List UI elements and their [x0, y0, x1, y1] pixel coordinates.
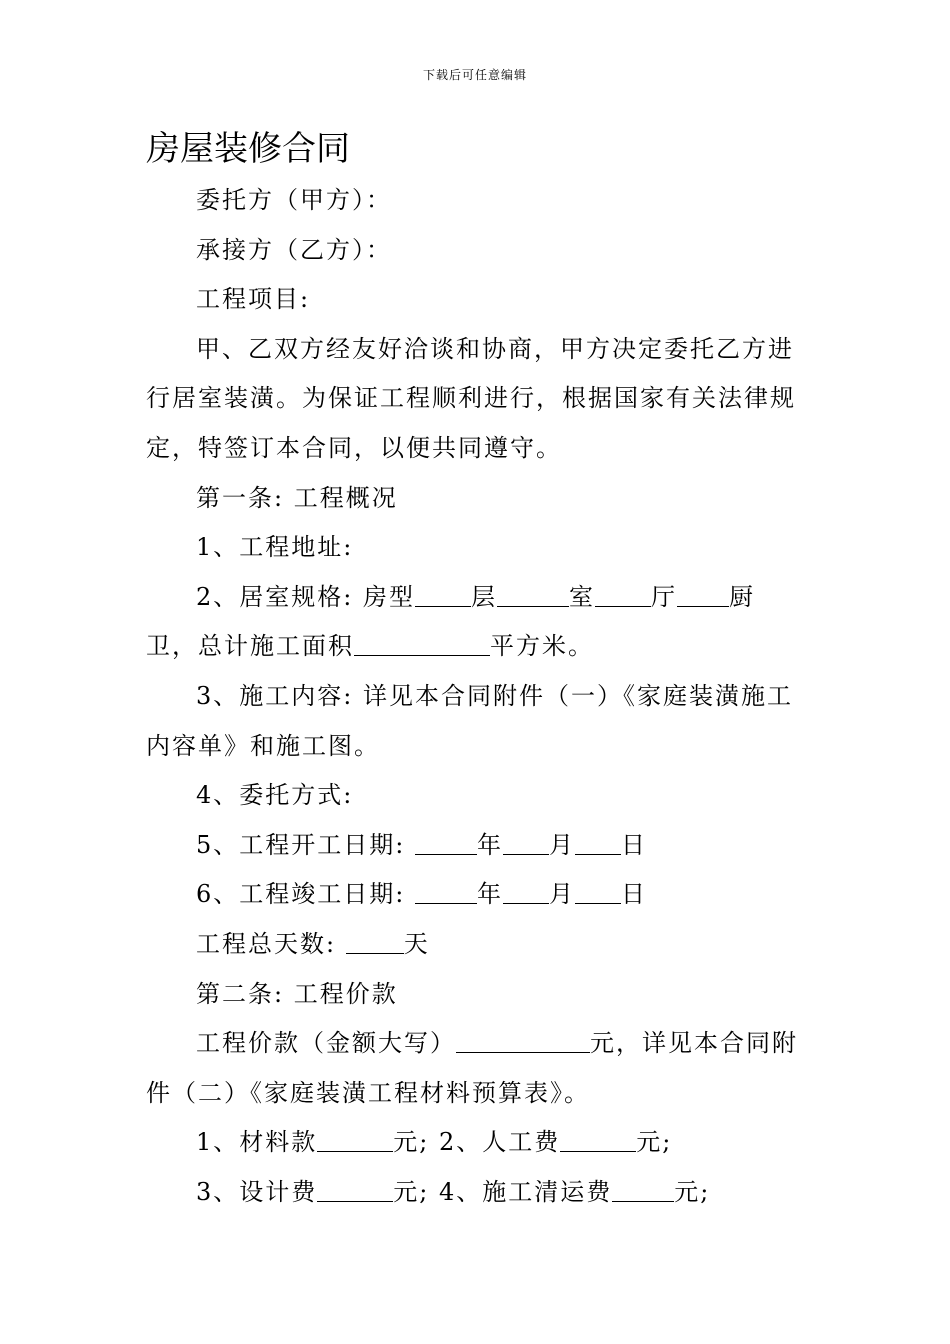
preamble-line-2: 行居室装潢。为保证工程顺利进行，根据国家有关法律规	[146, 384, 796, 413]
client-party-line: 委托方（甲方）：	[196, 186, 392, 214]
start-year-unit: 年	[476, 830, 503, 859]
construction-content-line-1: 3、施工内容: 详见本合同附件（一）《家庭装潢施工	[196, 681, 793, 710]
room-blank	[497, 578, 569, 607]
start-year-blank	[415, 826, 477, 855]
area-unit: 平方米。	[490, 632, 594, 661]
preamble-line-1: 甲、乙双方经友好洽谈和协商，甲方决定委托乙方进	[196, 334, 794, 363]
start-date-line	[146, 821, 806, 871]
page-header-note: 下载后可任意编辑	[422, 68, 527, 82]
price-amount-blank	[456, 1024, 590, 1053]
contractor-party-line: 承接方（乙方）：	[196, 235, 392, 264]
commission-method-line: 4、委托方式:	[196, 781, 354, 810]
cleanup-fee-blank	[612, 1173, 674, 1202]
preamble-line-3: 定，特签订本合同，以便共同遵守。	[146, 433, 562, 462]
total-days-unit: 天	[403, 929, 430, 958]
total-days-label: 工程总天数:	[196, 929, 346, 958]
cleanup-fee-label: 元; 4、施工清运费	[393, 1177, 613, 1206]
start-date-label: 5、工程开工日期:	[196, 830, 415, 859]
end-date-label: 6、工程竣工日期:	[196, 880, 415, 909]
room-unit: 室	[568, 582, 595, 611]
price-unit-text: 元，详见本合同附	[590, 1029, 798, 1058]
start-day-unit: 日	[620, 830, 647, 859]
labor-fee-blank	[560, 1123, 636, 1152]
total-days-line	[146, 920, 806, 970]
start-day-blank	[575, 826, 621, 855]
price-line-1	[146, 1019, 806, 1069]
end-date-line	[146, 870, 806, 920]
design-fee-label: 3、设计费	[196, 1177, 318, 1206]
floor-unit: 层	[470, 582, 497, 611]
kitchen-blank	[677, 578, 729, 607]
labor-fee-label: 元; 2、人工费	[393, 1128, 561, 1157]
construction-content-line-2: 内容单》和施工图。	[146, 731, 380, 760]
end-day-unit: 日	[620, 880, 647, 909]
kitchen-unit: 厨	[728, 582, 755, 611]
hall-blank	[595, 578, 651, 607]
material-fee-blank	[317, 1123, 393, 1152]
material-fee-label: 1、材料款	[196, 1128, 318, 1157]
price-line-2: 件（二）《家庭装潢工程材料预算表》。	[146, 1078, 590, 1107]
end-day-blank	[575, 875, 621, 904]
start-month-blank	[503, 826, 549, 855]
area-label: 卫，总计施工面积	[146, 632, 354, 661]
area-blank	[354, 627, 490, 656]
room-spec-line	[146, 573, 806, 623]
document-body	[146, 176, 806, 1217]
fees-line-1	[146, 1118, 806, 1168]
end-month-unit: 月	[548, 880, 575, 909]
floor-blank	[415, 578, 471, 607]
start-month-unit: 月	[548, 830, 575, 859]
labor-fee-unit: 元;	[636, 1128, 673, 1157]
project-item-line: 工程项目:	[196, 285, 311, 314]
end-year-unit: 年	[476, 880, 503, 909]
room-spec-label: 2、居室规格: 房型	[196, 582, 415, 611]
design-fee-blank	[317, 1173, 393, 1202]
total-days-blank	[346, 925, 404, 954]
article-1-heading: 第一条: 工程概况	[196, 483, 398, 512]
fees-line-2	[146, 1168, 806, 1218]
price-label: 工程价款（金额大写）	[196, 1029, 456, 1058]
end-month-blank	[503, 875, 549, 904]
end-year-blank	[415, 875, 477, 904]
area-line	[146, 622, 806, 672]
article-2-heading: 第二条: 工程价款	[196, 979, 398, 1008]
hall-unit: 厅	[650, 582, 677, 611]
cleanup-fee-unit: 元;	[674, 1177, 711, 1206]
project-address-line: 1、工程地址:	[196, 533, 354, 562]
document-title: 房屋装修合同	[146, 129, 350, 169]
